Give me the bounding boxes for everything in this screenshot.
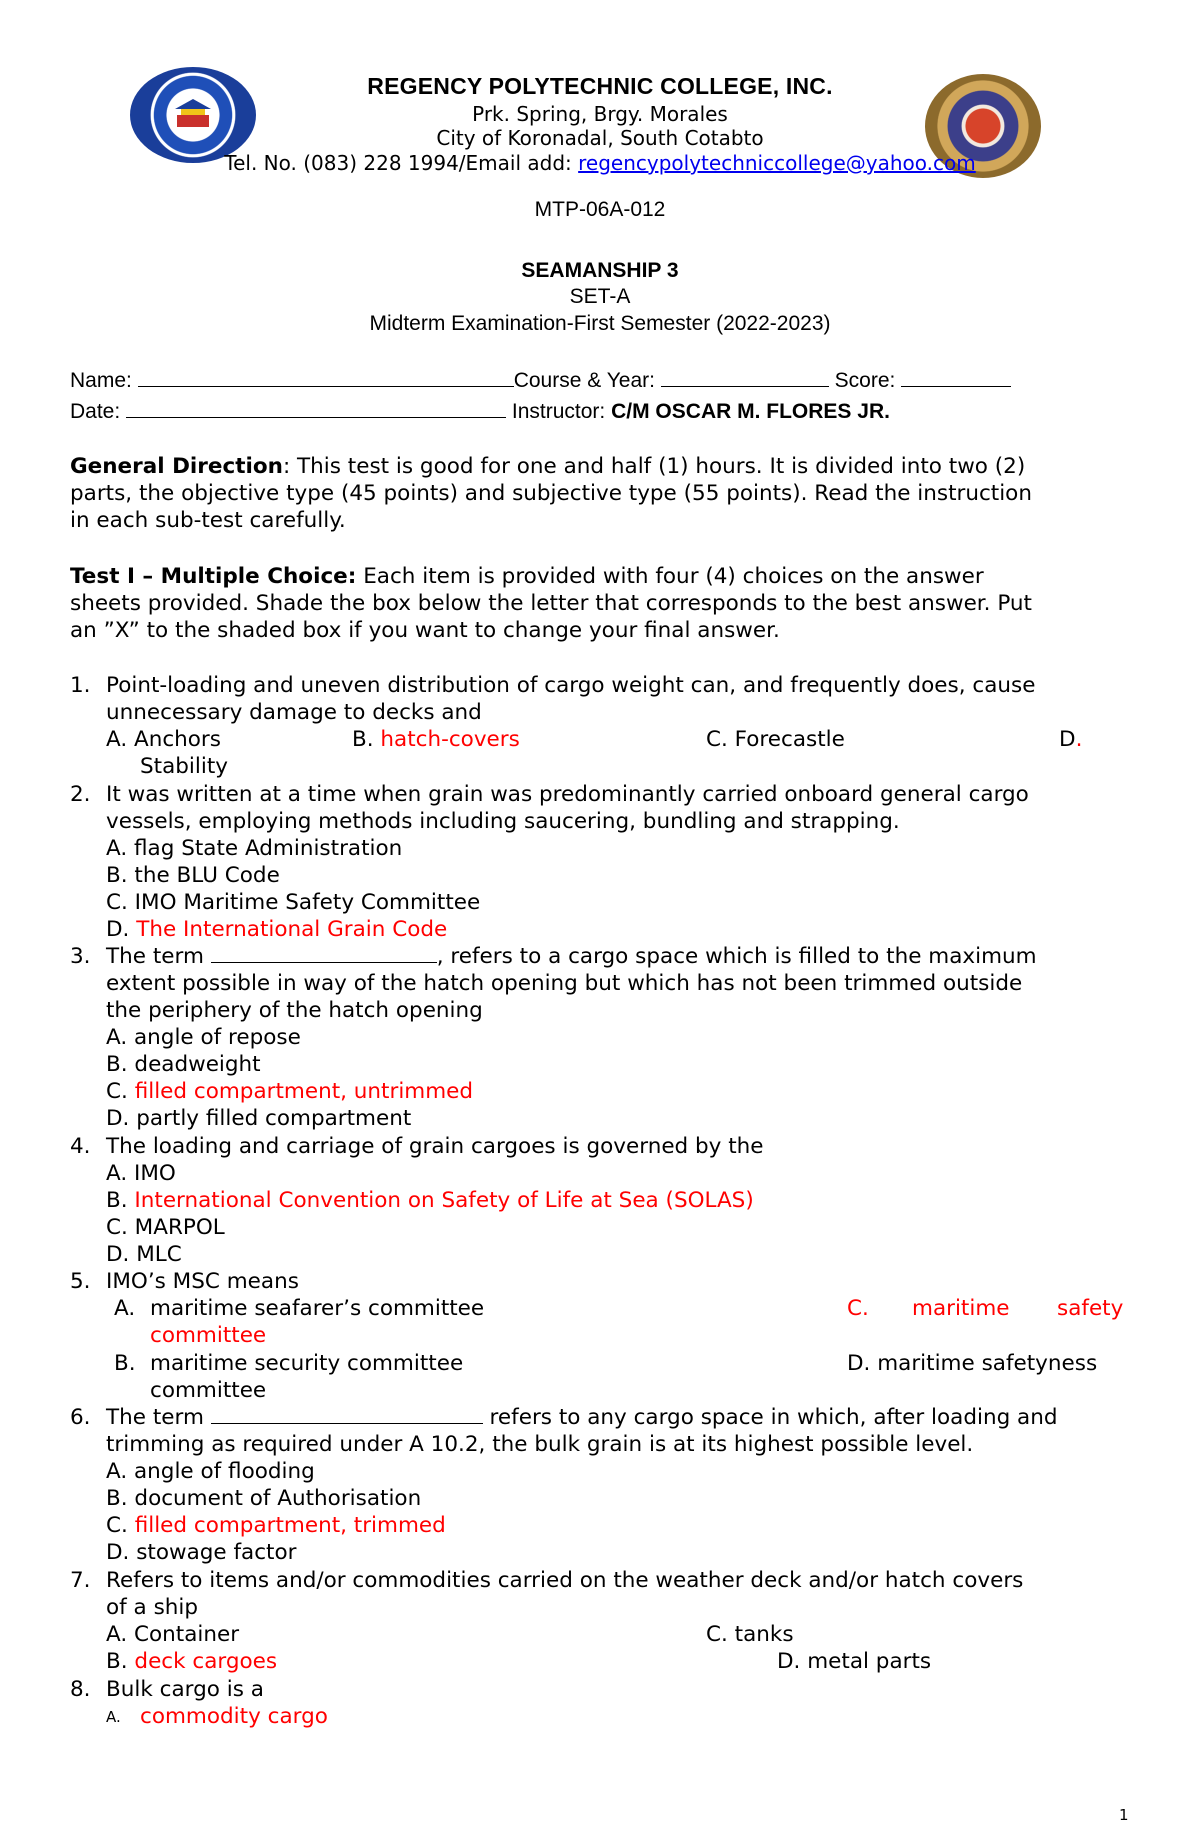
- q5-choice-a[interactable]: maritime seafarer’s committee: [150, 1296, 485, 1321]
- general-direction: [70, 453, 1032, 534]
- question-3-line-1-start: The term: [106, 944, 211, 969]
- question-1-number: 1.: [70, 673, 91, 698]
- question-7-number: 7.: [70, 1568, 91, 1593]
- q5-answer-word-3: committee: [150, 1323, 267, 1348]
- question-6-blank: [211, 1405, 483, 1424]
- subject-title: SEAMANSHIP 3: [521, 259, 679, 282]
- q5-choice-c-letter: C.: [847, 1296, 869, 1321]
- form-row-2: [70, 399, 890, 424]
- q6-choice-a[interactable]: A. angle of flooding: [106, 1459, 315, 1484]
- question-6-text: [106, 1404, 1058, 1566]
- q4-choice-c[interactable]: C. MARPOL: [106, 1215, 225, 1240]
- name-label: Name:: [70, 369, 132, 392]
- question-2-line-1: It was written at a time when grain was predominantly carried onboard general cargo: [106, 782, 1029, 807]
- question-5-text: IMO’s MSC means: [106, 1269, 299, 1294]
- date-label: Date:: [70, 400, 121, 423]
- q1-choice-b[interactable]: [352, 726, 520, 753]
- course-field[interactable]: [661, 368, 829, 387]
- q1-choice-b-letter: B.: [352, 727, 381, 752]
- q3-choice-c[interactable]: [106, 1078, 1037, 1105]
- question-3-text: [106, 943, 1037, 1132]
- q1-choice-a[interactable]: A. Anchors: [106, 727, 221, 752]
- general-direction-text-2: parts, the objective type (45 points) and subjective type (55 points). Read the instruction: [70, 481, 1032, 506]
- q2-answer: The International Grain Code: [136, 917, 448, 942]
- page-number: 1: [1119, 1806, 1129, 1824]
- q4-choice-b[interactable]: [106, 1187, 764, 1214]
- q1-answer: hatch-covers: [380, 727, 520, 752]
- test-1-text-2: sheets provided. Shade the box below the letter that corresponds to the best answer. Put: [70, 591, 1032, 616]
- q5-choice-a-letter: A.: [114, 1296, 136, 1321]
- question-8-text: Bulk cargo is a: [106, 1677, 264, 1702]
- question-3-line-1-end: , refers to a cargo space which is filled to the maximum: [436, 944, 1037, 969]
- q1-choice-d-letter: D: [1059, 727, 1076, 752]
- general-direction-text-3: in each sub-test carefully.: [70, 508, 346, 533]
- q5-choice-d[interactable]: D. maritime safetyness: [847, 1351, 1098, 1376]
- question-4-text: [106, 1133, 764, 1268]
- q5-choice-b-letter: B.: [114, 1351, 136, 1376]
- q3-answer: filled compartment, untrimmed: [134, 1079, 474, 1104]
- q2-choice-b[interactable]: B. the BLU Code: [106, 863, 280, 888]
- question-3-number: 3.: [70, 944, 91, 969]
- question-5-number: 5.: [70, 1269, 91, 1294]
- question-7-line-1: Refers to items and/or commodities carried on the weather deck and/or hatch covers: [106, 1568, 1024, 1593]
- test-1-label: Test I – Multiple Choice:: [70, 564, 357, 589]
- exam-title: Midterm Examination-First Semester (2022-2023): [369, 312, 831, 335]
- score-label: Score:: [834, 369, 896, 392]
- q1-choice-d[interactable]: [1059, 726, 1082, 753]
- q6-choice-b[interactable]: B. document of Authorisation: [106, 1486, 422, 1511]
- q3-choice-d[interactable]: D. partly filled compartment: [106, 1106, 412, 1131]
- score-field[interactable]: [901, 368, 1011, 387]
- q8-choice-a-letter: A.: [106, 1708, 121, 1726]
- q2-choice-d-letter: D.: [106, 917, 137, 942]
- test-1-text-3: an ”X” to the shaded box if you want to change your final answer.: [70, 618, 780, 643]
- q6-choice-d[interactable]: D. stowage factor: [106, 1540, 297, 1565]
- contact-line: [0, 151, 1200, 175]
- question-4-line-1: The loading and carriage of grain cargoes is governed by the: [106, 1134, 764, 1159]
- q7-answer: deck cargoes: [134, 1649, 278, 1674]
- set-label: SET-A: [569, 285, 631, 308]
- question-2-line-2: vessels, employing methods including saucering, bundling and strapping.: [106, 809, 900, 834]
- q7-choice-d[interactable]: D. metal parts: [777, 1649, 932, 1674]
- instructor-name: C/M OSCAR M. FLORES JR.: [611, 400, 890, 423]
- course-label: Course & Year:: [513, 369, 655, 392]
- q4-choice-a[interactable]: A. IMO: [106, 1161, 176, 1186]
- address-line-2: City of Koronadal, South Cotabto: [436, 126, 764, 150]
- question-4-number: 4.: [70, 1134, 91, 1159]
- college-name: REGENCY POLYTECHNIC COLLEGE, INC.: [367, 73, 833, 99]
- q1-choice-c[interactable]: C. Forecastle: [706, 727, 845, 752]
- q6-choice-c-letter: C.: [106, 1513, 135, 1538]
- q3-choice-a[interactable]: A. angle of repose: [106, 1025, 301, 1050]
- question-6-line-1-start: The term: [106, 1405, 211, 1430]
- question-6-line-2: trimming as required under A 10.2, the bulk grain is at its highest possible level.: [106, 1432, 974, 1457]
- date-field[interactable]: [126, 399, 506, 418]
- q6-answer: filled compartment, trimmed: [134, 1513, 446, 1538]
- question-1-text: [106, 672, 1035, 726]
- question-3-line-2: extent possible in way of the hatch opening but which has not been trimmed outside: [106, 971, 1023, 996]
- q5-answer-word-2: safety: [1057, 1296, 1124, 1321]
- general-direction-text-1: : This test is good for one and half (1) hours. It is divided into two (2): [282, 454, 1026, 479]
- q5-answer-word-1: maritime: [912, 1296, 1010, 1321]
- q5-choice-b-wrap: committee: [150, 1378, 267, 1403]
- q8-answer[interactable]: commodity cargo: [140, 1704, 328, 1729]
- question-1-line-2: unnecessary damage to decks and: [106, 700, 482, 725]
- general-direction-label: General Direction: [70, 454, 283, 479]
- q3-choice-c-letter: C.: [106, 1079, 135, 1104]
- q5-choice-b[interactable]: maritime security committee: [150, 1351, 464, 1376]
- question-3-line-3: the periphery of the hatch opening: [106, 998, 483, 1023]
- form-code: MTP-06A-012: [534, 198, 666, 221]
- question-7-text: [106, 1567, 1023, 1621]
- q2-choice-c[interactable]: C. IMO Maritime Safety Committee: [106, 890, 481, 915]
- tel-text: Tel. No. (083) 228 1994/Email add:: [224, 151, 579, 175]
- q7-choice-b-letter: B.: [106, 1649, 135, 1674]
- question-8-number: 8.: [70, 1677, 91, 1702]
- q1-choice-d-dot: .: [1075, 727, 1083, 752]
- q4-choice-b-letter: B.: [106, 1188, 135, 1213]
- q7-choice-c[interactable]: C. tanks: [706, 1622, 794, 1647]
- question-2-number: 2.: [70, 782, 91, 807]
- address-line-1: Prk. Spring, Brgy. Morales: [472, 102, 728, 126]
- q3-choice-b[interactable]: B. deadweight: [106, 1052, 261, 1077]
- question-2-text: [106, 781, 1029, 943]
- q2-choice-d[interactable]: [106, 916, 1029, 943]
- q6-choice-c[interactable]: [106, 1512, 1058, 1539]
- email-link[interactable]: regencypolytechniccollege@yahoo.com: [578, 151, 976, 175]
- q2-choice-a[interactable]: A. flag State Administration: [106, 836, 403, 861]
- q7-choice-a[interactable]: A. Container: [106, 1622, 240, 1647]
- question-6-line-1-end: refers to any cargo space in which, after loading and: [482, 1405, 1058, 1430]
- question-3-blank: [211, 944, 437, 963]
- name-field[interactable]: [138, 368, 514, 387]
- q4-choice-d[interactable]: D. MLC: [106, 1242, 182, 1267]
- test-1-text-1: Each item is provided with four (4) choices on the answer: [356, 564, 984, 589]
- q7-choice-b[interactable]: [106, 1648, 277, 1675]
- question-6-number: 6.: [70, 1405, 91, 1430]
- question-1-line-1: Point-loading and uneven distribution of cargo weight can, and frequently does, cause: [106, 673, 1036, 698]
- form-row-1: [70, 368, 1011, 393]
- q4-answer: International Convention on Safety of Life at Sea (SOLAS): [134, 1188, 754, 1213]
- instructor-label: Instructor:: [511, 400, 606, 423]
- question-7-line-2: of a ship: [106, 1595, 199, 1620]
- q1-choice-d-text: Stability: [140, 754, 228, 779]
- test-1-instructions: [70, 563, 1032, 644]
